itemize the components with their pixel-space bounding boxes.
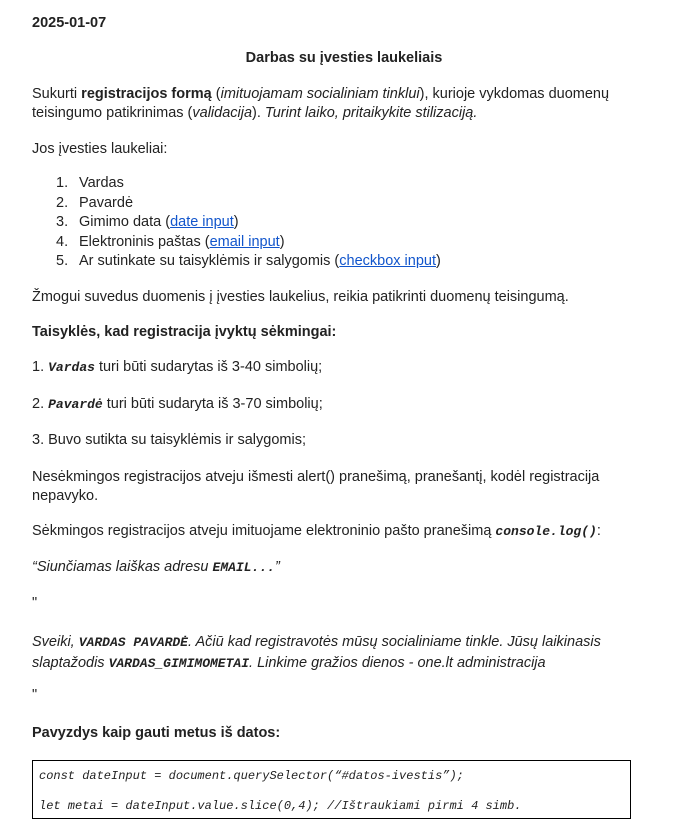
example-heading: Pavyzdys kaip gauti metus iš datos: [32,725,281,741]
rule-3: 3. Buvo sutikta su taisyklėmis ir salygomis; [32,432,306,448]
greeting-message: Sveiki, VARDAS PAVARDĖ. Ačiū kad registravotės mūsų socialiniame tinkle. Jūsų laikinasis slaptažodis VARDAS_GIMIMOMETAI. Linkime gražios dienos - one.lt administracija [32,634,601,671]
list-item: 3. Gimimo data (date input) [56,214,239,230]
date-input-link[interactable]: date input [170,214,234,230]
email-input-link[interactable]: email input [209,233,280,250]
rule-2: 2. Pavardė turi būti sudaryta iš 3-70 simbolių; [32,396,323,412]
failure-text: Nesėkmingos registracijos atveju išmesti alert() pranešimą, pranešantį, kodėl registracija nepavyko. [32,469,600,504]
document-date: 2025-01-07 [32,15,107,31]
fields-heading: Jos įvesties laukeliai: [32,141,168,157]
code-block [32,760,631,819]
validation-text: Žmogui suvedus duomenis į įvesties laukelius, reikia patikrinti duomenų teisingumą. [32,289,569,305]
list-item: 5. Ar sutinkate su taisyklėmis ir salygomis (checkbox input) [56,253,441,269]
list-item: 1. Vardas [56,175,124,191]
quote-open: " [32,595,38,611]
checkbox-input-link[interactable]: checkbox input [339,253,436,269]
code-line: const dateInput = document.querySelector(“#datos-ivestis”); [39,769,464,783]
code-line: let metai = dateInput.value.slice(0,4); //Ištraukiami pirmi 4 simb. [39,799,522,813]
success-text: Sėkmingos registracijos atveju imituojame elektroninio pašto pranešimą console.log(): [32,523,601,539]
rules-heading: Taisyklės, kad registracija įvyktų sėkmingai: [32,324,337,340]
quote-close: " [32,687,38,703]
list-item: 4. Elektroninis paštas (email input) [56,233,285,250]
intro-paragraph: Sukurti registracijos formą (imituojamam socialiniam tinklui), kurioje vykdomas duomenų teisingumo patikrinimas (validacija). Turint laiko, pritaikykite stilizaciją. [32,86,610,121]
rule-1: 1. Vardas turi būti sudarytas iš 3-40 simbolių; [32,359,323,375]
page-title: Darbas su įvesties laukeliais [245,50,443,66]
email-message: “Siunčiamas laiškas adresu EMAIL...” [32,559,280,575]
fields-list [32,174,441,272]
list-item: 2. Pavardė [56,194,134,211]
